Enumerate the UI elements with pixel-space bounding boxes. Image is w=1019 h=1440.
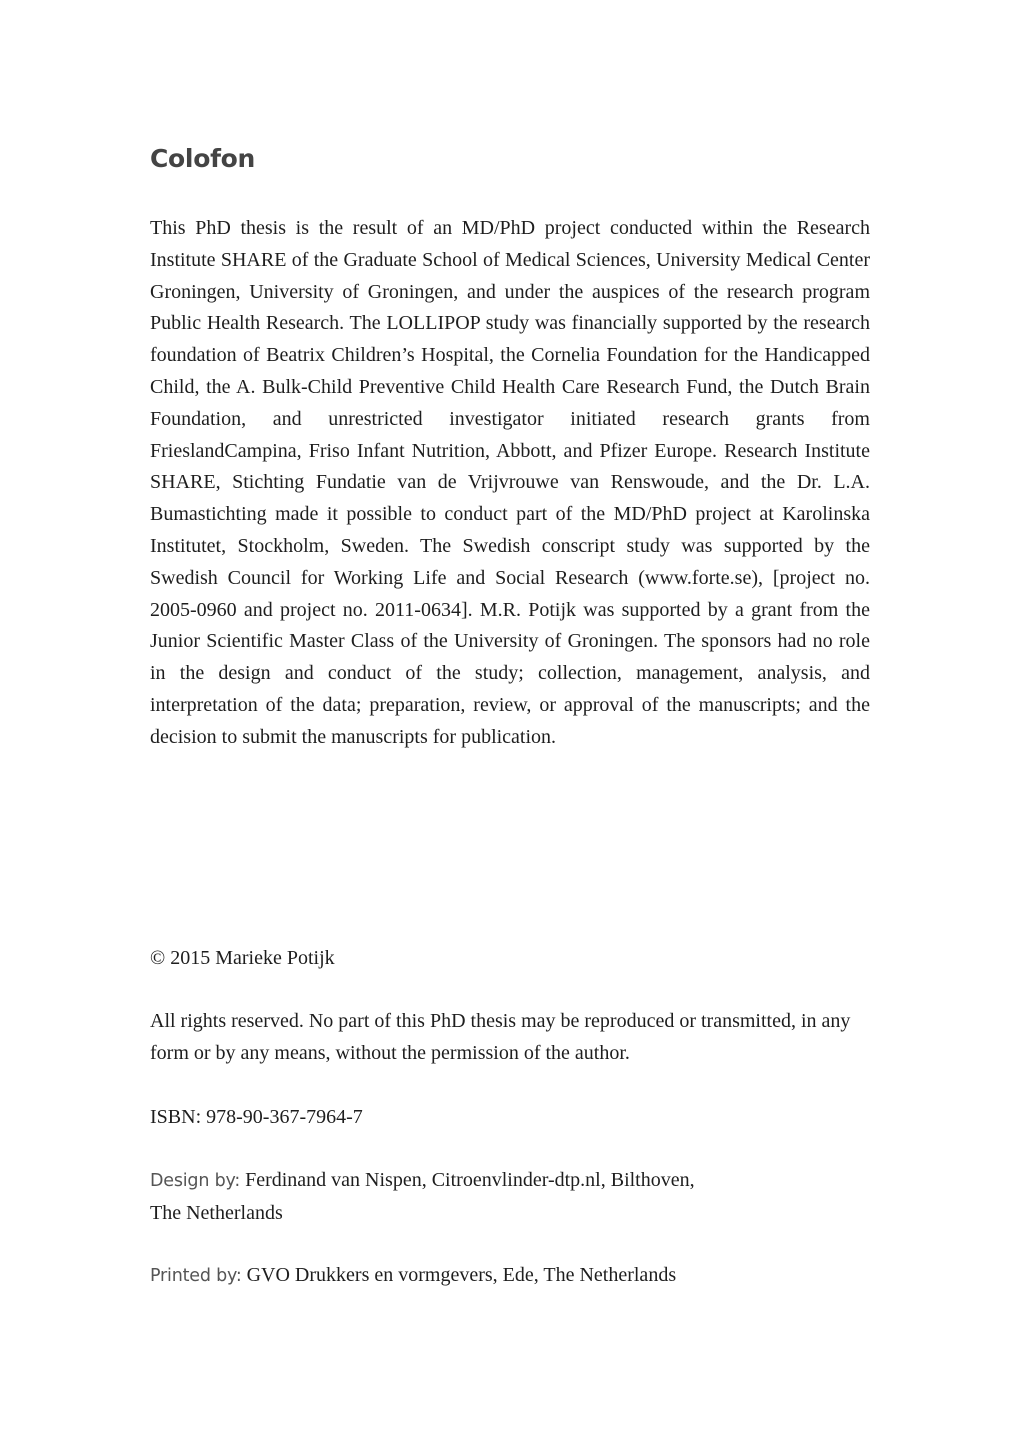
printer-credit [150, 1260, 870, 1293]
funding-statement: This PhD thesis is the result of an MD/PhD project conducted within the Research Institute SHARE of the Graduate School of Medical Sciences, University Medical Center Groningen, University of Groningen, and under the auspices of the research program Public Health Research. The LOLLIPOP study was financially supported by the research foundation of Beatrix Children’s Hospital, the Cornelia Foundation for the Handicapped Child, the A. Bulk-Child Preventive Child Health Care Research Fund, the Dutch Brain Foundation, and unrestricted investigator initiated research grants from FrieslandCampina, Friso Infant Nutrition, Abbott, and Pfizer Europe. Research Institute SHARE, Stichting Fundatie van de Vrijvrouwe van Renswoude, and the Dr. L.A. Bumastichting made it possible to conduct part of the MD/PhD project at Karolinska Institutet, Stockholm, Sweden. The Swedish conscript study was supported by the Swedish Council for Working Life and Social Research (www.forte.se), [project no. 2005-0960 and project no. 2011-0634]. M.R. Potijk was supported by a grant from the Junior Scientific Master Class of the University of Groningen. The sponsors had no role in the design and conduct of the study; collection, management, analysis, and interpretation of the data; preparation, review, or approval of the manuscripts; and the decision to submit the manuscripts for publication. [150, 217, 870, 748]
design-value: Ferdinand van Nispen, Citroenvlinder-dtp.nl, Bilthoven, [240, 1169, 695, 1191]
design-label: Design by: [150, 1171, 241, 1191]
page-title: Colofon [150, 144, 256, 173]
printed-value: GVO Drukkers en vormgevers, Ede, The Netherlands [241, 1264, 677, 1286]
design-credit [150, 1165, 870, 1230]
rights-statement: All rights reserved. No part of this PhD thesis may be reproduced or transmitted, in any form or by any means, without the permission of the author. [150, 1010, 851, 1064]
copyright-notice: © 2015 Marieke Potijk [150, 947, 335, 969]
printed-label: Printed by: [150, 1266, 242, 1286]
isbn: ISBN: 978-90-367-7964-7 [150, 1106, 363, 1128]
design-value-line2: The Netherlands [150, 1201, 283, 1224]
